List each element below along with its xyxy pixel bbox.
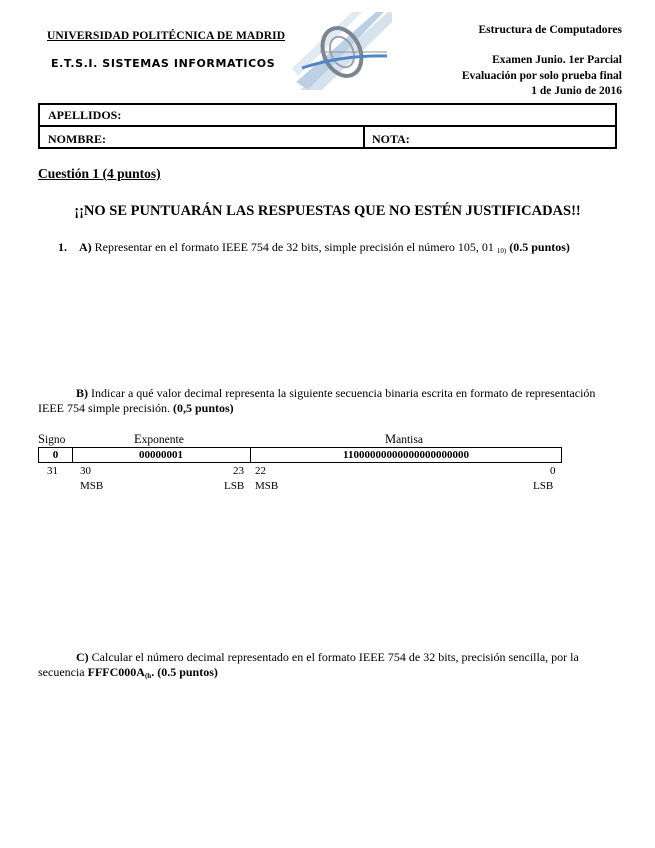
part-a-number: 1. [58, 240, 67, 254]
exponent-lsb: LSB [224, 480, 245, 492]
student-id-box [38, 103, 617, 149]
part-b-letter: B) [76, 386, 88, 400]
part-c-letter: C) [76, 650, 89, 664]
sign-label: Signo [38, 432, 66, 446]
surname-label: APELLIDOS: [48, 108, 122, 122]
part-b-points: (0,5 puntos) [172, 401, 234, 415]
part-c-statement [38, 650, 623, 684]
upm-logo [292, 10, 392, 92]
part-b-statement [38, 386, 618, 416]
part-c-hex: FFFC000A [87, 665, 145, 679]
exponent-label: Exponente [134, 432, 184, 446]
school-name: E.T.S.I. SISTEMAS INFORMATICOS [51, 57, 276, 70]
part-c-base: (h [144, 672, 152, 680]
grade-label: NOTA: [372, 132, 410, 146]
evaluation-type: Evaluación por solo prueba final [461, 70, 622, 82]
bit-0: 0 [550, 465, 556, 477]
ieee754-bit-table [38, 447, 562, 463]
surname-row[interactable] [40, 105, 615, 127]
university-name: UNIVERSIDAD POLITÉCNICA DE MADRID [47, 30, 286, 42]
name-label: NOMBRE: [48, 132, 106, 146]
justification-warning: ¡¡NO SE PUNTUARÁN LAS RESPUESTAS QUE NO ESTÉN JUSTIFICADAS!! [74, 203, 581, 219]
sign-bit-cell: 0 [39, 448, 73, 462]
part-b-text: Indicar a qué valor decimal representa la siguiente secuencia binaria escrita en formato de representación IEEE 754 simple precisión. [38, 386, 596, 415]
bit-22: 22 [255, 465, 266, 477]
mantissa-msb: MSB [255, 480, 279, 492]
mantissa-label: Mantisa [385, 432, 423, 446]
name-grade-divider [363, 127, 365, 147]
bit-30: 30 [80, 465, 91, 477]
exponent-bits-cell: 00000001 [72, 448, 251, 462]
bit-23: 23 [233, 465, 244, 477]
part-a-points: (0.5 puntos) [509, 240, 570, 254]
part-a-letter: A) [79, 240, 92, 254]
bit-31: 31 [47, 465, 58, 477]
part-c-text: Calcular el número decimal representado en el formato IEEE 754 de 32 bits, precisión sencilla, por la secuencia [38, 650, 579, 679]
mantissa-bits-cell: 11000000000000000000000 [343, 449, 469, 461]
exam-name: Examen Junio. 1er Parcial [492, 54, 622, 66]
question-title: Cuestión 1 (4 puntos) [38, 166, 161, 181]
mantissa-lsb: LSB [533, 480, 554, 492]
part-c-points: . (0.5 puntos) [151, 665, 218, 679]
part-a-statement [58, 240, 570, 259]
exam-date: 1 de Junio de 2016 [531, 85, 622, 97]
exponent-msb: MSB [80, 480, 104, 492]
part-a-text: Representar en el formato IEEE 754 de 32 bits, simple precisión el número 105, 01 [94, 240, 494, 254]
part-a-base: 10) [496, 247, 507, 255]
subject-name: Estructura de Computadores [478, 24, 622, 36]
